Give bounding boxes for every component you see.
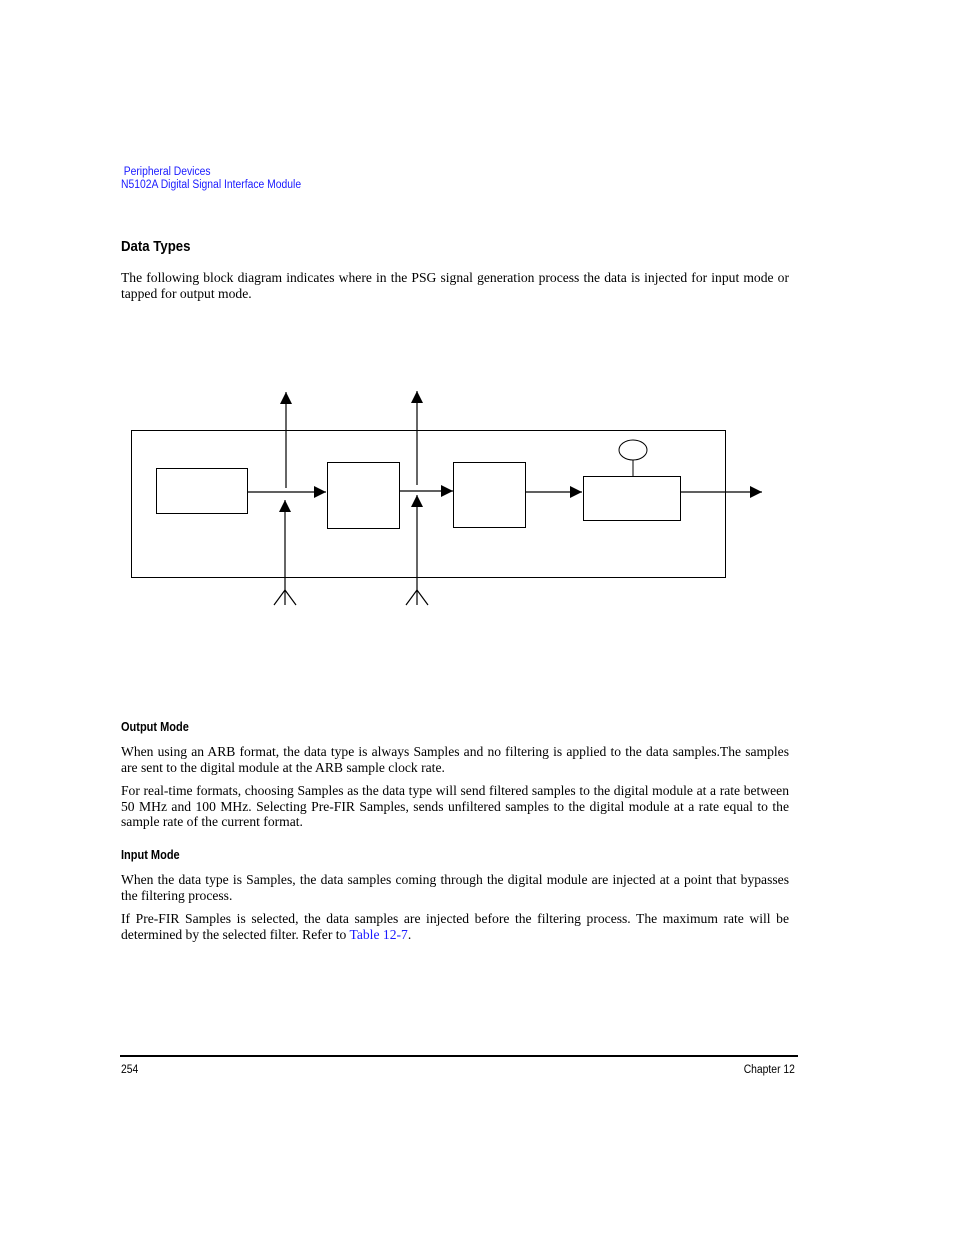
intro-paragraph: The following block diagram indicates where in the PSG signal generation process the data is injected for input mode or tapped for output mode.: [121, 270, 789, 301]
header-line-section[interactable]: N5102A Digital Signal Interface Module: [121, 179, 302, 191]
modulator-block: [584, 477, 681, 521]
page-number: 254: [121, 1064, 139, 1076]
output-mode-paragraph-2: For real-time formats, choosing Samples as the data type will send filtered samples to the digital module at a rate between 50 MHz and 100 MHz. Selecting Pre-FIR Samples, sends unfiltered samples to the digital module at a rate equal to the sample rate of the current format.: [121, 783, 789, 829]
table-12-7-link[interactable]: Table 12-7: [349, 926, 408, 942]
header-line-chapter[interactable]: Peripheral Devices: [123, 166, 211, 178]
input-mode-paragraph-1: When the data type is Samples, the data samples coming through the digital module are injected at a point that bypasses the filtering process.: [121, 872, 789, 903]
footer-rule: [120, 1055, 798, 1057]
input-mode-paragraph-2: [121, 911, 789, 942]
input-mode-heading: Input Mode: [121, 848, 180, 862]
input-mode-p2-text: If Pre-FIR Samples is selected, the data samples are injected before the filtering process. The maximum rate will be determined by the selected filter. Refer to: [121, 911, 789, 942]
output-mode-paragraph-1: When using an ARB format, the data type is always Samples and no filtering is applied to the data samples.The samples are sent to the digital module at the ARB sample clock rate.: [121, 744, 789, 775]
psg-enclosure: [132, 431, 726, 578]
lo-source-circle: [619, 440, 647, 460]
filter-block: [328, 463, 400, 529]
input-mode-p2-end: .: [407, 926, 412, 942]
processing-block: [454, 463, 526, 528]
chapter-label: Chapter 12: [743, 1064, 795, 1076]
output-mode-heading: Output Mode: [121, 720, 189, 734]
data-source-block: [157, 469, 248, 514]
section-title: Data Types: [121, 238, 191, 255]
